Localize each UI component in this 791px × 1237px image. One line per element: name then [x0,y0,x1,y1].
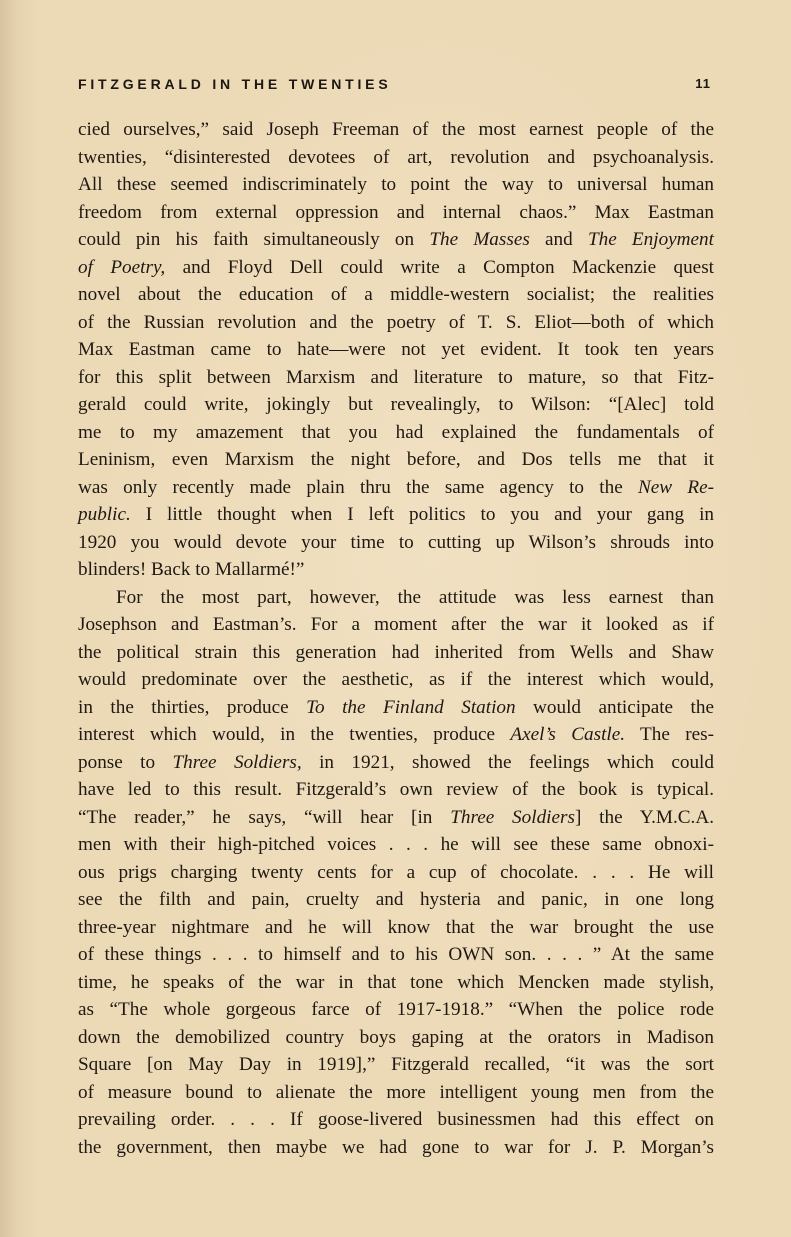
text-line: cied ourselves,” said Joseph Freeman of the most earnest people of the [78,119,714,140]
text-line: me to my amazement that you had explained the fundamentals of [78,421,714,443]
italic-title: of Poetry, [78,256,166,278]
text-line: as “The whole gorgeous farce of 1917-1918.” “When the police rode [78,999,714,1020]
text-line: could pin his faith simultaneously on The Masses and The Enjoyment [78,229,714,250]
text-line: ous prigs charging twenty cents for a cup of chocolate. . . . He will [78,861,714,883]
text-line: interest which would, in the twenties, produce Axel’s Castle. The res- [78,724,714,745]
text-line: twenties, “disinterested devotees of art, revolution and psychoanalysis. [78,146,714,168]
text-line: three-year nightmare and he will know that the war brought the use [78,916,714,938]
text-line: prevailing order. . . . If goose-livered businessmen had this effect on [78,1109,714,1130]
text-line: freedom from external oppression and internal chaos.” Max Eastman [78,201,714,223]
text-line: All these seemed indiscriminately to point the way to universal human [78,174,714,195]
text-line: 1920 you would devote your time to cutting up Wilson’s shrouds into [78,531,714,553]
text-line: time, he speaks of the war in that tone which Mencken made stylish, [78,971,714,993]
italic-title: The Enjoyment [587,229,714,250]
text-line: of measure bound to alienate the more intelligent young men from the [78,1081,714,1103]
text-line: would predominate over the aesthetic, as if the interest which would, [78,669,714,690]
text-line: in the thirties, produce To the Finland Station would anticipate the [78,696,714,718]
text-line: ponse to Three Soldiers, in 1921, showed the feelings which could [78,751,714,773]
italic-title: To the Finland Station [306,696,516,718]
text-line: For the most part, however, the attitude was less earnest than [116,586,714,608]
text-line: for this split between Marxism and literature to mature, so that Fitz- [78,366,714,388]
text-line: of these things . . . to himself and to his OWN son. . . . ” At the same [78,944,714,965]
running-title: FITZGERALD IN THE TWENTIES [78,76,392,92]
text-line: “The reader,” he says, “will hear [in Three Soldiers] the Y.M.C.A. [78,806,714,828]
page-number: 11 [695,76,711,91]
text-line: Josephson and Eastman’s. For a moment after the war it looked as if [78,614,714,635]
text-line: the government, then maybe we had gone to war for J. P. Morgan’s [78,1136,714,1158]
running-head [78,76,711,96]
text-line: Leninism, even Marxism the night before, and Dos tells me that it [78,449,714,470]
italic-title: New Re- [637,476,714,498]
text-line: Square [on May Day in 1919],” Fitzgerald recalled, “it was the sort [78,1054,714,1075]
italic-title: Axel’s Castle. [510,724,626,745]
text-line: the political strain this generation had inherited from Wells and Shaw [78,641,714,663]
text-line: down the demobilized country boys gaping at the orators in Madison [78,1026,714,1048]
text-line: Max Eastman came to hate—were not yet evident. It took ten years [78,339,714,360]
text-line: men with their high-pitched voices . . . he will see these same obnoxi- [78,834,714,855]
body-text [78,116,714,1161]
italic-title: Three Soldiers, [172,751,302,773]
italic-title: public. [78,504,131,525]
italic-title: The Masses [429,229,530,250]
text-line: public. I little thought when I left politics to you and your gang in [78,504,714,525]
text-line: of Poetry, and Floyd Dell could write a Compton Mackenzie quest [78,256,715,278]
text-line: gerald could write, jokingly but revealingly, to Wilson: “[Alec] told [78,394,714,415]
text-line: see the filth and pain, cruelty and hysteria and panic, in one long [78,889,714,910]
text-line: of the Russian revolution and the poetry of T. S. Eliot—both of which [78,311,714,333]
text-line: have led to this result. Fitzgerald’s own review of the book is typical. [78,779,714,800]
text-line: was only recently made plain thru the same agency to the New Re- [78,476,714,498]
italic-title: Three Soldiers [450,806,575,828]
text-line: blinders! Back to Mallarmé!” [78,559,305,580]
text-line: novel about the education of a middle-western socialist; the realities [78,284,714,305]
